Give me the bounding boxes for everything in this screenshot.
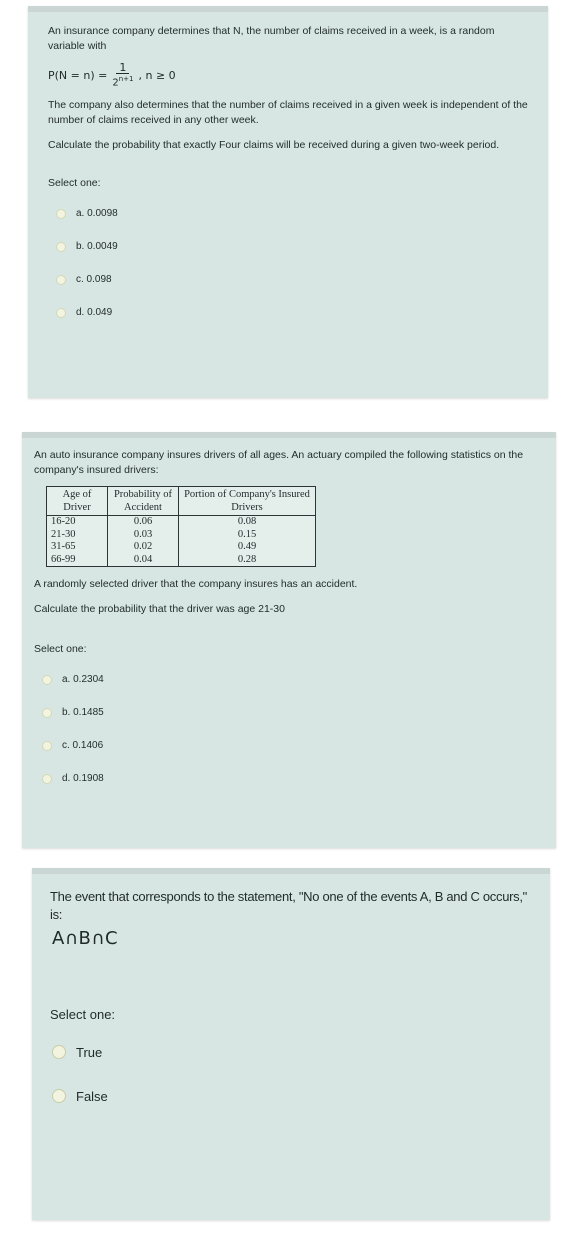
answer-option-b[interactable]: b. 0.0049 bbox=[48, 230, 532, 263]
radio-button[interactable] bbox=[56, 209, 66, 219]
radio-button[interactable] bbox=[56, 242, 66, 252]
table-header: Probability of Accident bbox=[108, 487, 179, 516]
question-1-intro: An insurance company determines that N, the number of claims received in a week, is a random variable with bbox=[48, 25, 495, 52]
answer-option-d[interactable]: d. 0.1908 bbox=[34, 762, 544, 795]
formula-fraction bbox=[110, 62, 135, 88]
table-header: Portion of Company's Insured Drivers bbox=[179, 487, 316, 516]
radio-button[interactable] bbox=[56, 275, 66, 285]
answer-option-true[interactable]: True bbox=[50, 1030, 534, 1074]
question-card-3 bbox=[32, 868, 550, 1220]
radio-button[interactable] bbox=[56, 308, 66, 318]
radio-button[interactable] bbox=[42, 708, 52, 718]
answer-option-b[interactable]: b. 0.1485 bbox=[34, 696, 544, 729]
radio-button[interactable] bbox=[52, 1045, 66, 1059]
table-row: 21-30 0.03 0.15 bbox=[47, 529, 316, 542]
question-2-prompt: Calculate the probability that the driver was age 21-30 bbox=[34, 603, 285, 615]
question-2-condition: A randomly selected driver that the company insures has an accident. bbox=[34, 578, 358, 590]
table-row: 31-65 0.02 0.49 bbox=[47, 541, 316, 554]
answer-option-c[interactable]: c. 0.1406 bbox=[34, 729, 544, 762]
formula-lhs: P(N = n) = bbox=[48, 68, 108, 82]
question-card-2 bbox=[22, 432, 556, 848]
table-row: 16-20 0.06 0.08 bbox=[47, 516, 316, 529]
radio-button[interactable] bbox=[42, 675, 52, 685]
set-expression: A∩B∩C bbox=[52, 928, 119, 949]
formula-condition: , n ≥ 0 bbox=[138, 68, 176, 82]
driver-statistics-table bbox=[46, 486, 316, 567]
select-one-label: Select one: bbox=[48, 177, 101, 190]
radio-button[interactable] bbox=[42, 741, 52, 751]
answer-option-false[interactable]: False bbox=[50, 1074, 534, 1118]
answer-option-c[interactable]: c. 0.098 bbox=[48, 263, 532, 296]
question-card-1 bbox=[28, 6, 548, 398]
question-2-intro: An auto insurance company insures drivers of all ages. An actuary compiled the following statistics on the company's insured drivers: bbox=[34, 449, 524, 476]
table-header: Age of Driver bbox=[47, 487, 108, 516]
answer-option-d[interactable]: d. 0.049 bbox=[48, 296, 532, 329]
answer-option-a[interactable]: a. 0.2304 bbox=[34, 663, 544, 696]
select-one-label: Select one: bbox=[50, 1007, 116, 1022]
select-one-label: Select one: bbox=[34, 643, 87, 655]
table-row: 66-99 0.04 0.28 bbox=[47, 554, 316, 567]
table-header-row bbox=[47, 487, 316, 516]
question-3-statement: The event that corresponds to the statement, "No one of the events A, B and C occurs," is: bbox=[50, 889, 527, 922]
formula-numerator: 1 bbox=[116, 62, 129, 74]
question-1-prompt: Calculate the probability that exactly Four claims will be received during a given two-week period. bbox=[48, 139, 500, 152]
answer-option-a[interactable]: a. 0.0098 bbox=[48, 197, 532, 230]
question-1-independence: The company also determines that the number of claims received in a given week is independent of the number of claims received in any other week. bbox=[48, 99, 528, 127]
radio-button[interactable] bbox=[52, 1089, 66, 1103]
radio-button[interactable] bbox=[42, 774, 52, 784]
formula-denominator: $2^{n+1}$ bbox=[112, 75, 134, 89]
pmf-formula bbox=[48, 62, 532, 88]
